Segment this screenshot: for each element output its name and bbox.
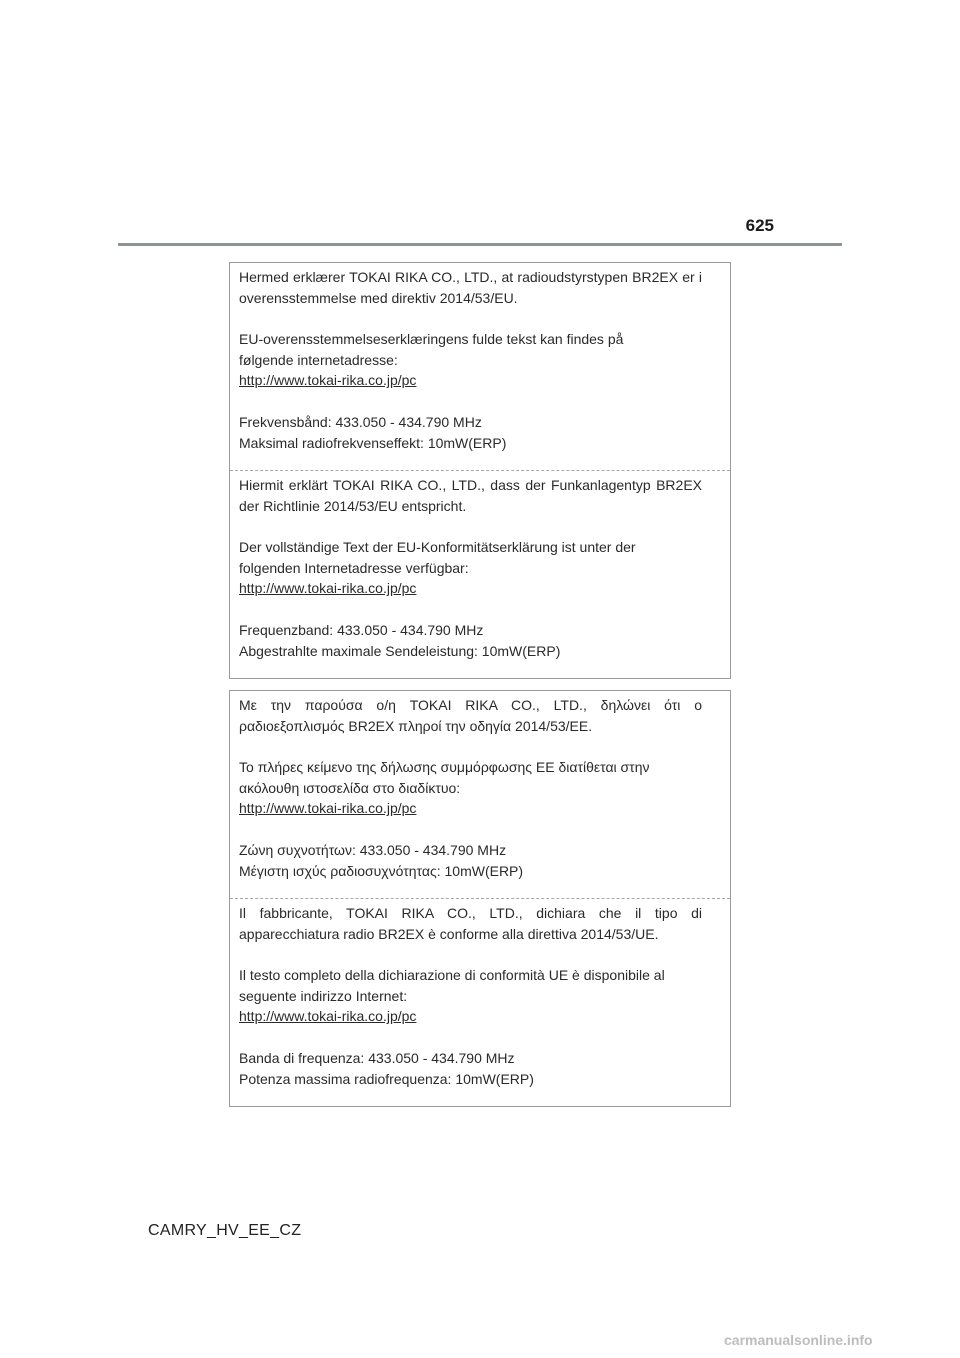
fulltext-line-2: seguente indirizzo Internet: bbox=[239, 987, 408, 1004]
doc-url-link[interactable]: http://www.tokai-rika.co.jp/pc bbox=[239, 580, 417, 597]
doc-url-link[interactable]: http://www.tokai-rika.co.jp/pc bbox=[239, 800, 417, 817]
max-power: Potenza massima radiofrequenza: 10mW(ERP) bbox=[239, 1070, 534, 1087]
radio-specs bbox=[239, 1048, 702, 1089]
max-power: Abgestrahlte maximale Sendeleistung: 10mW(ERP) bbox=[239, 642, 561, 659]
section-german bbox=[230, 475, 730, 682]
declaration-text: Hermed erklærer TOKAI RIKA CO., LTD., at radioudstyrstypen BR2EX er i overensstemmelse med direktiv 2014/53/EU. bbox=[239, 269, 702, 306]
declaration-text: Με την παρούσα ο/η TOKAI RIKA CO., LTD., δηλώνει ότι ο ραδιοεξοπλισμός BR2EX πληροί την οδηγία 2014/53/ΕΕ. bbox=[239, 697, 702, 734]
declaration-text: Hiermit erklärt TOKAI RIKA CO., LTD., dass der Funkanlagentyp BR2EX der Richtlinie 2014/53/EU entspricht. bbox=[239, 477, 702, 514]
declaration-box-1 bbox=[229, 262, 731, 679]
frequency-band: Banda di frequenza: 433.050 - 434.790 MHz bbox=[239, 1049, 515, 1066]
frequency-band: Ζώνη συχνοτήτων: 433.050 - 434.790 MHz bbox=[239, 841, 507, 858]
fulltext-line-2: ακόλουθη ιστοσελίδα στο διαδίκτυο: bbox=[239, 779, 461, 796]
fulltext-info bbox=[239, 329, 702, 391]
fulltext-line-2: folgenden Internetadresse verfügbar: bbox=[239, 559, 469, 576]
doc-url-link[interactable]: http://www.tokai-rika.co.jp/pc bbox=[239, 372, 417, 389]
page-number: 625 bbox=[745, 216, 774, 235]
frequency-band: Frequenzband: 433.050 - 434.790 MHz bbox=[239, 621, 484, 638]
fulltext-info bbox=[239, 537, 702, 599]
watermark: carmanualsonline.info bbox=[724, 1332, 873, 1348]
fulltext-line-1: Il testo completo della dichiarazione di conformità UE è disponibile al bbox=[239, 967, 665, 984]
radio-specs bbox=[239, 840, 702, 881]
section-danish bbox=[230, 267, 730, 474]
fulltext-line-1: Der vollständige Text der EU-Konformitätserklärung ist unter der bbox=[239, 539, 636, 556]
radio-specs bbox=[239, 620, 702, 661]
declaration-text: Il fabbricante, TOKAI RIKA CO., LTD., dichiara che il tipo di apparecchiatura radio BR2EX è conforme alla direttiva 2014/53/UE. bbox=[239, 905, 702, 942]
declaration-box-2 bbox=[229, 690, 731, 1107]
fulltext-info bbox=[239, 965, 702, 1027]
header-rule bbox=[118, 243, 842, 246]
section-divider bbox=[230, 898, 730, 899]
section-divider bbox=[230, 470, 730, 471]
frequency-band: Frekvensbånd: 433.050 - 434.790 MHz bbox=[239, 413, 482, 430]
radio-specs bbox=[239, 412, 702, 453]
fulltext-line-2: følgende internetadresse: bbox=[239, 351, 398, 368]
section-italian bbox=[230, 903, 730, 1110]
fulltext-line-1: EU-overensstemmelseserklæringens fulde tekst kan findes på bbox=[239, 331, 624, 348]
fulltext-line-1: Το πλήρες κείμενο της δήλωσης συμμόρφωσης ΕΕ διατίθεται στην bbox=[239, 759, 650, 776]
fulltext-info bbox=[239, 757, 702, 819]
max-power: Maksimal radiofrekvenseffekt: 10mW(ERP) bbox=[239, 434, 507, 451]
section-greek bbox=[230, 695, 730, 902]
footer-code: CAMRY_HV_EE_CZ bbox=[148, 1222, 302, 1239]
doc-url-link[interactable]: http://www.tokai-rika.co.jp/pc bbox=[239, 1008, 417, 1025]
max-power: Μέγιστη ισχύς ραδιοσυχνότητας: 10mW(ERP) bbox=[239, 862, 524, 879]
